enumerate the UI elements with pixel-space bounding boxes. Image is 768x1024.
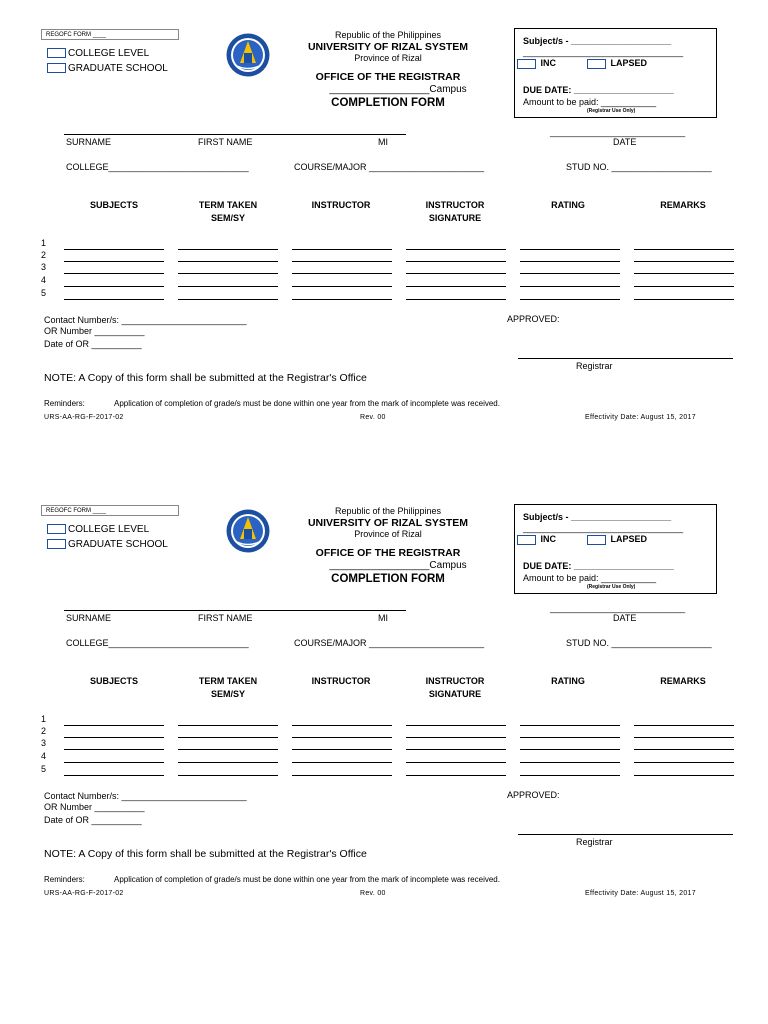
subjects-field-line2[interactable]: ________________________________ (523, 47, 684, 57)
reminders-label: Reminders: (44, 399, 85, 408)
surname-label: SURNAME (66, 137, 112, 147)
column-header: SUBJECTS (89, 200, 139, 210)
table-cell-line[interactable] (634, 249, 734, 250)
lapsed-option[interactable]: LAPSED (587, 534, 647, 545)
lapsed-checkbox[interactable] (587, 535, 606, 545)
college-level-option[interactable] (47, 47, 149, 60)
province-text: Province of Rizal (354, 529, 422, 539)
contact-number-field[interactable]: Contact Number/s: _________________________ (44, 315, 247, 325)
row-number: 2 (41, 726, 47, 736)
table-cell-line[interactable] (406, 725, 506, 726)
date-line[interactable]: ___________________________ (550, 603, 686, 613)
table-cell-line[interactable] (292, 762, 392, 763)
table-cell-line[interactable] (520, 762, 620, 763)
regofc-form-box: REGOFC FORM ____ (41, 505, 179, 516)
table-cell-line[interactable] (520, 749, 620, 750)
column-header: INSTRUCTOR SIGNATURE (425, 676, 485, 699)
table-cell-line[interactable] (178, 762, 278, 763)
revision: Rev. 00 (360, 414, 386, 421)
table-cell-line[interactable] (292, 737, 392, 738)
table-cell-line[interactable] (292, 249, 392, 250)
table-cell-line[interactable] (520, 725, 620, 726)
registrar-label: Registrar (576, 837, 613, 847)
table-cell-line[interactable] (406, 286, 506, 287)
surname-label: SURNAME (66, 613, 112, 623)
due-date-field[interactable]: DUE DATE: ____________________ (523, 561, 674, 571)
reminders-text: Application of completion of grade/s must be done within one year from the mark of incomplete was received. (114, 399, 500, 408)
table-cell-line[interactable] (634, 775, 734, 776)
campus-field[interactable]: __________________Campus (329, 560, 467, 571)
republic-text: Republic of the Philippines (334, 506, 442, 516)
graduate-school-label: GRADUATE SCHOOL (68, 539, 168, 550)
table-cell-line[interactable] (406, 299, 506, 300)
reminders-text: Application of completion of grade/s must be done within one year from the mark of incomplete was received. (114, 875, 500, 884)
registrar-signature-line[interactable] (518, 834, 733, 835)
row-number: 3 (41, 738, 47, 748)
table-cell-line[interactable] (64, 261, 164, 262)
college-level-label: COLLEGE LEVEL (68, 524, 150, 535)
college-field[interactable]: COLLEGE____________________________ (66, 162, 249, 172)
form-title: COMPLETION FORM (331, 573, 445, 585)
date-label: DATE (613, 613, 637, 623)
revision: Rev. 00 (360, 890, 386, 897)
completion-form (0, 0, 768, 476)
table-cell-line[interactable] (292, 286, 392, 287)
table-cell-line[interactable] (634, 286, 734, 287)
date-of-or-field[interactable]: Date of OR __________ (44, 339, 142, 349)
table-cell-line[interactable] (406, 261, 506, 262)
college-field[interactable]: COLLEGE____________________________ (66, 638, 249, 648)
graduate-school-checkbox[interactable] (47, 63, 66, 73)
completion-form (0, 476, 768, 952)
university-seal-logo (226, 33, 270, 77)
table-cell-line[interactable] (178, 286, 278, 287)
table-cell-line[interactable] (64, 249, 164, 250)
row-number: 2 (41, 250, 47, 260)
table-cell-line[interactable] (178, 299, 278, 300)
reminders-label: Reminders: (44, 875, 85, 884)
table-cell-line[interactable] (634, 762, 734, 763)
table-cell-line[interactable] (292, 775, 392, 776)
table-cell-line[interactable] (520, 273, 620, 274)
column-header: RATING (551, 200, 585, 210)
table-cell-line[interactable] (520, 737, 620, 738)
regofc-form-box: REGOFC FORM ____ (41, 29, 179, 40)
college-level-checkbox[interactable] (47, 524, 66, 534)
row-number: 1 (41, 238, 47, 248)
table-cell-line[interactable] (406, 749, 506, 750)
table-cell-line[interactable] (178, 273, 278, 274)
mi-label: MI (378, 613, 388, 623)
first-name-label: FIRST NAME (198, 137, 253, 147)
column-header: REMARKS (660, 200, 706, 210)
table-cell-line[interactable] (64, 299, 164, 300)
date-of-or-field[interactable]: Date of OR __________ (44, 815, 142, 825)
form-code: URS-AA-RG-F-2017-02 (44, 414, 124, 421)
table-cell-line[interactable] (520, 286, 620, 287)
registrar-label: Registrar (576, 361, 613, 371)
column-header: INSTRUCTOR SIGNATURE (425, 200, 485, 223)
first-name-label: FIRST NAME (198, 613, 253, 623)
table-cell-line[interactable] (64, 725, 164, 726)
registrar-signature-line[interactable] (518, 358, 733, 359)
table-cell-line[interactable] (292, 725, 392, 726)
table-cell-line[interactable] (64, 737, 164, 738)
inc-checkbox[interactable] (517, 59, 536, 69)
office-title: OFFICE OF THE REGISTRAR (315, 71, 461, 83)
date-label: DATE (613, 137, 637, 147)
table-cell-line[interactable] (406, 737, 506, 738)
table-cell-line[interactable] (520, 299, 620, 300)
date-line[interactable]: ___________________________ (550, 127, 686, 137)
mi-label: MI (378, 137, 388, 147)
effectivity-date: Effectivity Date: August 15, 2017 (585, 890, 696, 897)
column-header: INSTRUCTOR (311, 200, 371, 210)
row-number: 3 (41, 262, 47, 272)
row-number: 4 (41, 751, 47, 761)
table-cell-line[interactable] (64, 286, 164, 287)
table-cell-line[interactable] (634, 737, 734, 738)
graduate-school-option[interactable] (47, 538, 168, 551)
graduate-school-label: GRADUATE SCHOOL (68, 63, 168, 74)
province-text: Province of Rizal (354, 53, 422, 63)
course-major-field[interactable]: COURSE/MAJOR _______________________ (294, 638, 485, 648)
university-name: UNIVERSITY OF RIZAL SYSTEM (307, 41, 469, 53)
row-number: 5 (41, 764, 47, 774)
note-text: NOTE: A Copy of this form shall be submitted at the Registrar's Office (44, 848, 367, 860)
table-cell-line[interactable] (178, 249, 278, 250)
table-cell-line[interactable] (178, 775, 278, 776)
table-cell-line[interactable] (634, 261, 734, 262)
table-cell-line[interactable] (406, 249, 506, 250)
table-cell-line[interactable] (292, 299, 392, 300)
column-header: INSTRUCTOR (311, 676, 371, 686)
table-cell-line[interactable] (634, 725, 734, 726)
table-cell-line[interactable] (634, 299, 734, 300)
table-cell-line[interactable] (634, 749, 734, 750)
note-text: NOTE: A Copy of this form shall be submitted at the Registrar's Office (44, 372, 367, 384)
university-seal-logo (226, 509, 270, 553)
column-header: REMARKS (660, 676, 706, 686)
column-header: TERM TAKEN SEM/SY (198, 676, 258, 699)
table-cell-line[interactable] (406, 762, 506, 763)
table-cell-line[interactable] (520, 261, 620, 262)
lapsed-checkbox[interactable] (587, 59, 606, 69)
row-number: 1 (41, 714, 47, 724)
inc-option[interactable]: INC (517, 58, 556, 69)
subjects-field-line2[interactable]: ________________________________ (523, 523, 684, 533)
registrar-use-box (514, 504, 717, 594)
table-cell-line[interactable] (292, 273, 392, 274)
due-date-field[interactable]: DUE DATE: ____________________ (523, 85, 674, 95)
subjects-field[interactable]: Subject/s - ____________________ (523, 512, 672, 522)
registrar-use-note: (Registrar Use Only) (587, 584, 636, 590)
name-line[interactable] (64, 610, 406, 611)
table-cell-line[interactable] (520, 249, 620, 250)
table-cell-line[interactable] (178, 261, 278, 262)
or-number-field[interactable]: OR Number __________ (44, 326, 145, 336)
form-code: URS-AA-RG-F-2017-02 (44, 890, 124, 897)
contact-number-field[interactable]: Contact Number/s: _________________________ (44, 791, 247, 801)
effectivity-date: Effectivity Date: August 15, 2017 (585, 414, 696, 421)
table-cell-line[interactable] (634, 273, 734, 274)
table-cell-line[interactable] (178, 725, 278, 726)
column-header: RATING (551, 676, 585, 686)
college-level-label: COLLEGE LEVEL (68, 48, 150, 59)
table-cell-line[interactable] (64, 749, 164, 750)
registrar-use-note: (Registrar Use Only) (587, 108, 636, 114)
table-cell-line[interactable] (178, 749, 278, 750)
amount-field[interactable]: Amount to be paid: ___________ (523, 573, 657, 583)
table-cell-line[interactable] (64, 273, 164, 274)
table-cell-line[interactable] (292, 261, 392, 262)
inc-option[interactable]: INC (517, 534, 556, 545)
registrar-use-box (514, 28, 717, 118)
campus-field[interactable]: __________________Campus (329, 84, 467, 95)
table-cell-line[interactable] (64, 762, 164, 763)
course-major-field[interactable]: COURSE/MAJOR _______________________ (294, 162, 485, 172)
inc-checkbox[interactable] (517, 535, 536, 545)
college-level-option[interactable] (47, 523, 149, 536)
name-line[interactable] (64, 134, 406, 135)
form-title: COMPLETION FORM (331, 97, 445, 109)
lapsed-option[interactable]: LAPSED (587, 58, 647, 69)
column-header: SUBJECTS (89, 676, 139, 686)
table-cell-line[interactable] (520, 775, 620, 776)
approved-label: APPROVED: (507, 790, 560, 800)
table-cell-line[interactable] (178, 737, 278, 738)
column-header: TERM TAKEN SEM/SY (198, 200, 258, 223)
stud-no-field[interactable]: STUD NO. ____________________ (566, 638, 712, 648)
row-number: 5 (41, 288, 47, 298)
stud-no-field[interactable]: STUD NO. ____________________ (566, 162, 712, 172)
college-level-checkbox[interactable] (47, 48, 66, 58)
table-cell-line[interactable] (406, 775, 506, 776)
university-name: UNIVERSITY OF RIZAL SYSTEM (307, 517, 469, 529)
approved-label: APPROVED: (507, 314, 560, 324)
graduate-school-option[interactable] (47, 62, 168, 75)
office-title: OFFICE OF THE REGISTRAR (315, 547, 461, 559)
amount-field[interactable]: Amount to be paid: ___________ (523, 97, 657, 107)
table-cell-line[interactable] (406, 273, 506, 274)
table-cell-line[interactable] (292, 749, 392, 750)
graduate-school-checkbox[interactable] (47, 539, 66, 549)
republic-text: Republic of the Philippines (334, 30, 442, 40)
or-number-field[interactable]: OR Number __________ (44, 802, 145, 812)
row-number: 4 (41, 275, 47, 285)
subjects-field[interactable]: Subject/s - ____________________ (523, 36, 672, 46)
table-cell-line[interactable] (64, 775, 164, 776)
